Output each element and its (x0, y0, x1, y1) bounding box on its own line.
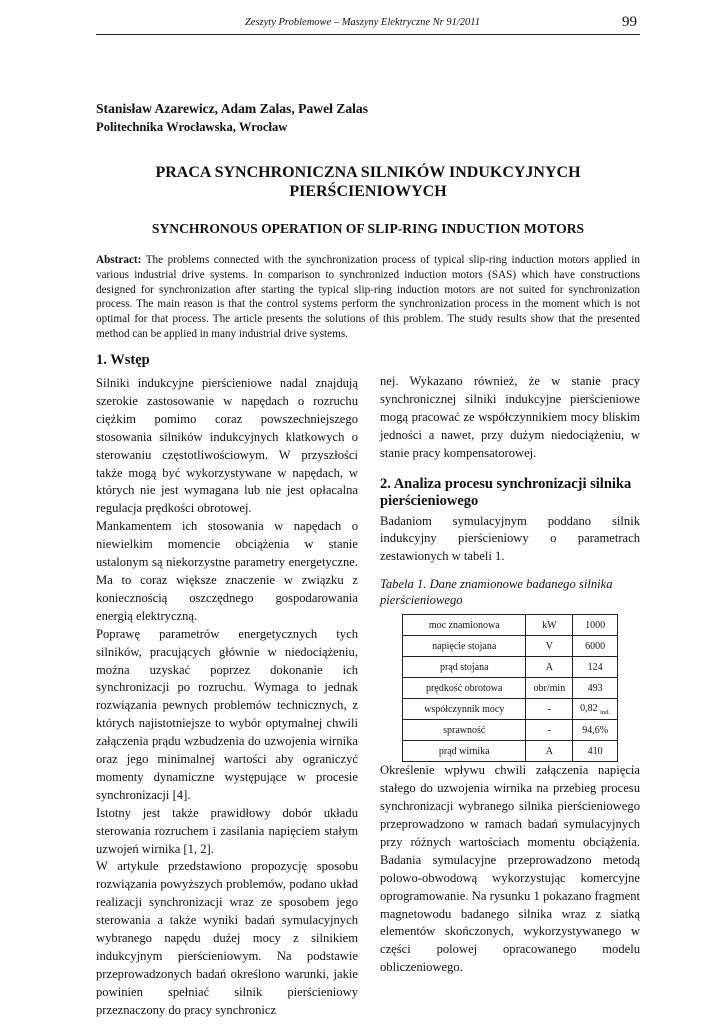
table-cell-parameter: napięcie stojana (403, 636, 526, 657)
affiliation: Politechnika Wrocławska, Wrocław (96, 120, 288, 134)
table-cell-value (573, 720, 618, 741)
abstract (96, 253, 640, 342)
table-cell-value (573, 615, 618, 636)
table-row (403, 699, 618, 720)
table-cell-unit: obr/min (526, 678, 573, 699)
journal-header: Zeszyty Problemowe – Maszyny Elektryczne Nr 91/2011 (244, 17, 481, 28)
table-row (403, 678, 618, 699)
table-row (403, 636, 618, 657)
abstract-label: Abstract: (96, 254, 142, 266)
section-2-heading: 2. Analiza procesu synchronizacji silnika pierścieniowego (380, 475, 632, 509)
paragraph: nej. Wykazano również, że w stanie pracy synchronicznej silniki indukcyjne pierścieniowe mogą pracować ze współczynnikiem mocy bliskim jedności a nawet, przy dużym niedociążeniu, w stanie pracy kompensatorowej. (380, 374, 640, 460)
paper-title-line-1: PRACA SYNCHRONICZNA SILNIKÓW INDUKCYJNYCH (155, 164, 581, 181)
table-cell-unit: V (526, 636, 573, 657)
table-cell-parameter: współczynnik mocy (403, 699, 526, 720)
table-value: 1000 (585, 619, 606, 631)
paragraph: Silniki indukcyjne pierścieniowe nadal znajdują szerokie zastosowanie w napędach o rozruchu ciężkim pomimo coraz powszechniejszego stosowania silników indukcyjnych klatkowych o sterowaniu częstotliwościowym. W przyszłości także mogą być wykorzystywane w napędach, w których nie jest wymagana lub nie jest opłacalna regulacja prędkości obrotowej. (96, 376, 358, 516)
paragraph: Mankamentem ich stosowania w napędach o niewielkim momencie obciążenia w stanie ustalonym są niekorzystne parametry energetyczne. Ma to coraz większe znaczenie w związku z koniecznością oszczędnego gospodarowania energią elektryczną. (96, 519, 358, 623)
table-cell-value (573, 678, 618, 699)
table-cell-value (573, 699, 618, 720)
table-value-subscript: ind. (600, 708, 611, 716)
table-cell-parameter: prędkość obrotowa (403, 678, 526, 699)
table-row (403, 615, 618, 636)
paragraph: W artykule przedstawiono propozycję sposobu rozwiązania powyższych problemów, podano układ realizacji synchronizacji wraz ze sposobem jego sterowania a także wyniki badań symulacyjnych wybranego napędu dużej mocy z silnikiem indukcyjnym pierścieniowym. Na podstawie przeprowadzonych badań określono warunki, jakie powinien spełniać silnik pierścieniowy przeznaczony do pracy synchronicz (96, 859, 358, 1017)
paragraph: Badaniom symulacyjnym poddano silnik indukcyjny pierścieniowy o parametrach zestawionych w tabeli 1. (380, 513, 640, 564)
table-value: 6000 (585, 640, 606, 652)
motor-rating-table (402, 614, 618, 762)
abstract-text: The problems connected with the synchronization process of typical slip-ring induction motors applied in various industrial drive systems. In comparison to synchronized induction motors (SAS) which have constructions designed for synchronization after starting the typical slip-ring induction motors are not suited for synchronization process. The main reason is that the control systems perform the synchronization process in the moment which is not optimal for that process. The article presents the solutions of this problem. The study results show that the presented method can be applied in many industrial drive systems. (96, 254, 640, 340)
table-caption: Tabela 1. Dane znamionowe badanego silnika pierścieniowego (380, 577, 613, 608)
table-cell-parameter: prąd wirnika (403, 741, 526, 762)
section-1-heading: 1. Wstęp (96, 352, 150, 368)
authors: Stanisław Azarewicz, Adam Zalas, Paweł Zalas (96, 101, 369, 116)
paper-title-english: SYNCHRONOUS OPERATION OF SLIP-RING INDUCTION MOTORS (151, 221, 585, 236)
table-cell-value (573, 741, 618, 762)
table-row (403, 657, 618, 678)
table-cell-unit: A (526, 741, 573, 762)
header-rule (96, 34, 640, 35)
paper-title-line-2: PIERŚCIENIOWYCH (289, 183, 447, 200)
paragraph: Istotny jest także prawidłowy dobór układu sterowania rozruchem i zasilania napięciem stałym uzwojeń wirnika [1, 2]. (96, 805, 358, 856)
table-row (403, 741, 618, 762)
table-cell-parameter: sprawność (403, 720, 526, 741)
table-value: 493 (587, 682, 603, 694)
left-column (96, 352, 358, 1020)
page-number: 99 (622, 14, 637, 30)
table-value: 0,82 (580, 702, 598, 714)
table-value: 94,6% (582, 724, 609, 736)
table-value: 124 (587, 661, 603, 673)
table-cell-parameter: prąd stojana (403, 657, 526, 678)
table-value: 410 (587, 745, 603, 757)
table-cell-unit: - (526, 699, 573, 720)
table-cell-unit: A (526, 657, 573, 678)
paragraph: Poprawę parametrów energetycznych tych silników, pracujących głównie w niedociążeniu, można uzyskać poprzez dokonanie ich synchronizacji po rozruchu. Wymaga to jednak rozwiązania pewnych problemów technicznych, z których najistotniejsze to wybór optymalnej chwili załączenia prądu wzbudzenia do uzwojenia wirnika oraz jego minimalnej wartości aby ograniczyć momenty dynamiczne występujące w procesie synchronizacji [4]. (96, 626, 358, 802)
table-cell-unit: - (526, 720, 573, 741)
paragraph: Określenie wpływu chwili załączenia napięcia stałego do uzwojenia wirnika na przebieg procesu synchronizacji wybranego silnika pierścieniowego przeprowadzono w ramach badań symulacyjnych przy różnych wartościach momentu obciążenia. Badania symulacyjne przeprowadzono metodą polowo-obwodową wykorzystując komercyjne oprogramowanie. Na rysunku 1 pokazano fragment magnetowodu badanego silnika wraz z siatką elementów skończonych, wykorzystywanego w części polowej opracowanego modelu obliczeniowego. (380, 763, 640, 975)
paper-title (96, 163, 640, 201)
table-cell-value (573, 657, 618, 678)
table-cell-parameter: moc znamionowa (403, 615, 526, 636)
table-cell-value (573, 636, 618, 657)
table-cell-unit: kW (526, 615, 573, 636)
table-row (403, 720, 618, 741)
right-column (380, 373, 640, 977)
